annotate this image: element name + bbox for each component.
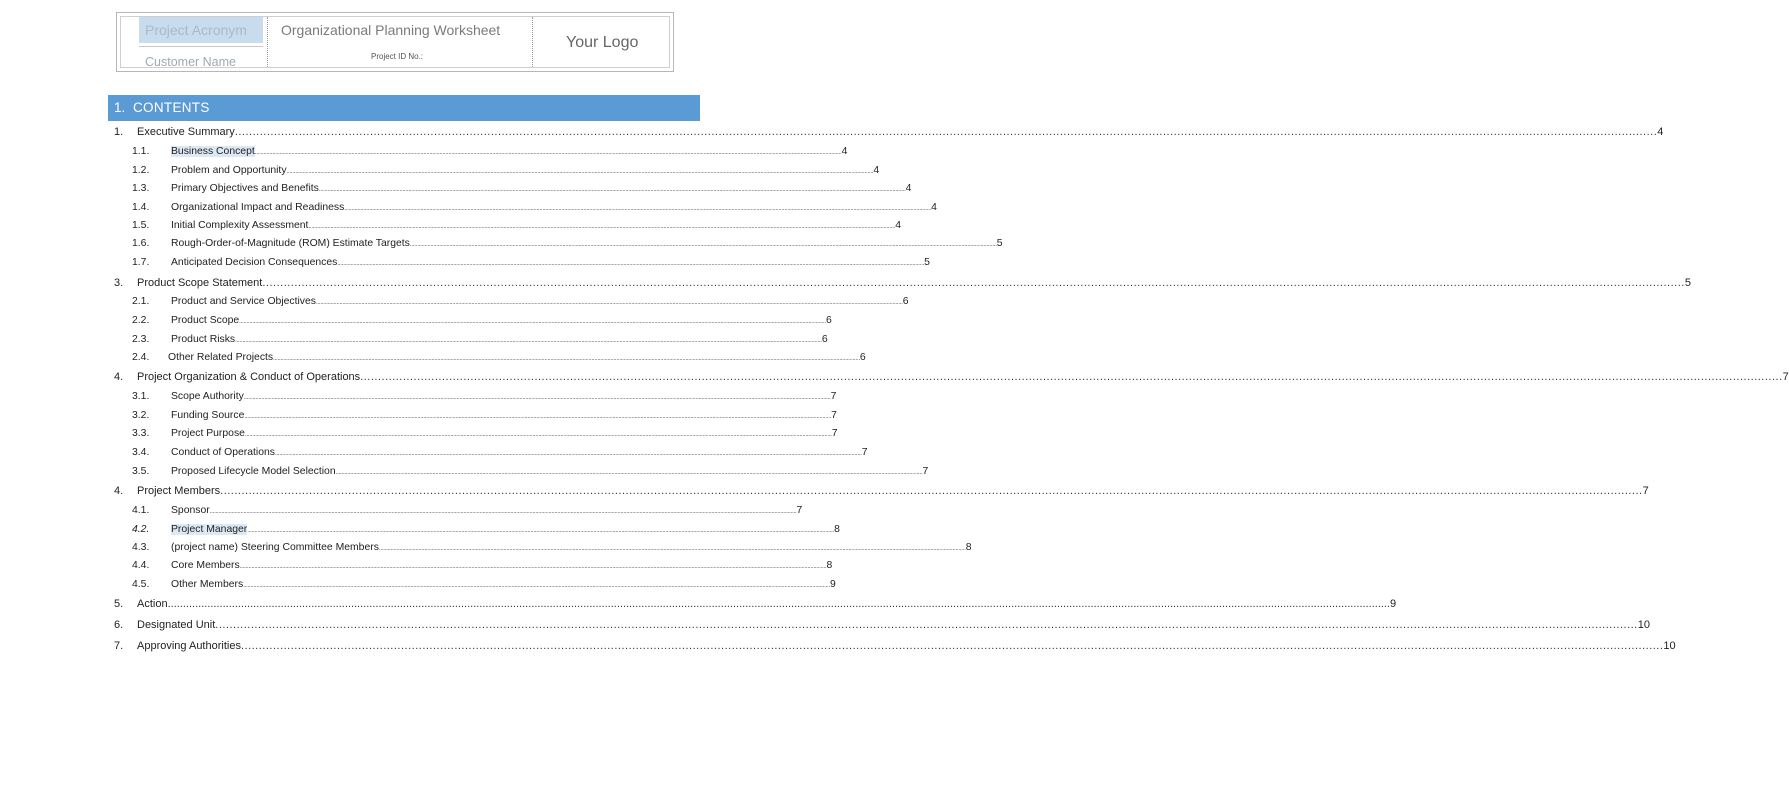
toc-entry[interactable] xyxy=(0,447,868,463)
toc-dot-leader: ................................................................................................................................................................................................................................................................................................................................................................................................................ xyxy=(244,432,832,438)
toc-entry-line xyxy=(171,505,803,516)
toc-entry-line xyxy=(171,542,972,553)
toc-entry-title[interactable]: Scope Authority xyxy=(171,391,244,402)
toc-page-number: 5 xyxy=(996,238,1003,249)
worksheet-title: Organizational Planning Worksheet xyxy=(281,22,501,38)
toc-page-number: 7 xyxy=(922,466,929,477)
toc-page-number: 5 xyxy=(1684,277,1691,289)
toc-page-number: 4 xyxy=(931,202,937,213)
toc-page-number: 7 xyxy=(830,391,837,402)
toc-entry-line xyxy=(171,447,868,458)
toc-entry-title[interactable]: Core Members xyxy=(171,560,240,571)
toc-entry-title[interactable]: Other Members xyxy=(171,579,244,590)
toc-entry-number: 1. xyxy=(114,126,124,138)
toc-entry-line xyxy=(171,391,837,402)
toc-entry-title[interactable]: Product Scope Statement xyxy=(137,277,263,289)
toc-page-number: 4 xyxy=(1657,126,1664,138)
toc-entry-title[interactable]: Problem and Opportunity xyxy=(171,165,287,176)
toc-page-number: 6 xyxy=(825,315,832,326)
project-id-label: Project ID No.: xyxy=(371,52,424,61)
toc-entry[interactable] xyxy=(0,334,828,350)
toc-page-number: 4 xyxy=(905,183,912,194)
toc-entry-line xyxy=(137,126,1664,138)
toc-entry-line xyxy=(137,619,1650,631)
toc-entry[interactable] xyxy=(0,485,1649,501)
toc-entry[interactable] xyxy=(0,524,840,540)
toc-entry-number: 4.1. xyxy=(132,505,150,516)
toc-dot-leader: ................................................................................................................................................................................................................................................................................................................................................................................................................ xyxy=(167,598,1391,610)
toc-page-number: 5 xyxy=(924,257,930,268)
header-right-cell xyxy=(532,17,669,67)
header-left-cell xyxy=(121,17,268,67)
toc-entry-number: 1.1. xyxy=(132,146,150,157)
toc-entry-number: 3.3. xyxy=(132,428,150,439)
toc-entry[interactable] xyxy=(0,257,930,273)
toc-entry-title[interactable]: Organizational Impact and Readiness xyxy=(171,202,345,213)
toc-entry-number: 2.1. xyxy=(132,296,150,307)
toc-entry-line xyxy=(171,315,832,326)
toc-page-number: 8 xyxy=(826,560,833,571)
toc-dot-leader: ................................................................................................................................................................................................................................................................................................................................................................................................................ xyxy=(247,528,835,534)
toc-entry-title[interactable]: Rough-Order-of-Magnitude (ROM) Estimate Targets xyxy=(171,238,410,249)
contents-heading-title: CONTENTS xyxy=(133,100,210,115)
toc-entry-title[interactable]: Proposed Lifecycle Model Selection xyxy=(171,466,336,477)
toc-entry-number: 1.7. xyxy=(132,257,150,268)
toc-page-number: 6 xyxy=(902,296,909,307)
toc-page-number: 8 xyxy=(965,542,972,553)
toc-entry[interactable] xyxy=(0,352,866,368)
contents-heading xyxy=(108,95,700,121)
toc-page-number: 9 xyxy=(1390,598,1397,610)
toc-page-number: 4 xyxy=(841,146,848,157)
toc-entry-number: 4.4. xyxy=(132,560,150,571)
toc-entry-number: 1.4. xyxy=(132,202,150,213)
toc-entry-number: 3.2. xyxy=(132,410,150,421)
toc-dot-leader: ................................................................................................................................................................................................................................................................................................................................................................................................................ xyxy=(240,640,1664,652)
toc-dot-leader: ................................................................................................................................................................................................................................................................................................................................................................................................................ xyxy=(318,187,906,193)
toc-entry-number: 7. xyxy=(114,640,124,652)
toc-dot-leader: ................................................................................................................................................................................................................................................................................................................................................................................................................ xyxy=(335,470,923,476)
toc-entry-number: 4.5. xyxy=(132,579,150,590)
toc-dot-leader: ................................................................................................................................................................................................................................................................................................................................................................................................................ xyxy=(243,395,831,401)
toc-entry-line xyxy=(171,410,837,421)
toc-entry-title[interactable]: Executive Summary xyxy=(137,126,235,138)
toc-entry-number: 4.2. xyxy=(132,524,150,535)
toc-page-number: 7 xyxy=(831,410,837,421)
toc-entry-title[interactable]: Action xyxy=(137,598,168,610)
toc-entry-number: 1.3. xyxy=(132,183,150,194)
toc-entry-number: 5. xyxy=(114,598,124,610)
toc-entry-number: 3.4. xyxy=(132,447,150,458)
toc-entry[interactable] xyxy=(0,183,912,199)
toc-dot-leader: ................................................................................................................................................................................................................................................................................................................................................................................................................ xyxy=(378,546,966,552)
toc-entry-number: 1.6. xyxy=(132,238,150,249)
toc-entry-line xyxy=(171,165,880,176)
toc-entry[interactable] xyxy=(0,126,1664,142)
toc-entry-line xyxy=(171,202,937,213)
toc-dot-leader: ................................................................................................................................................................................................................................................................................................................................................................................................................ xyxy=(209,509,797,515)
toc-page-number: 6 xyxy=(859,352,866,363)
toc-dot-leader: ................................................................................................................................................................................................................................................................................................................................................................................................................ xyxy=(308,224,896,230)
toc-entry-number: 3. xyxy=(114,277,124,289)
toc-entry-line xyxy=(171,334,828,345)
toc-entry-line xyxy=(171,220,902,231)
toc-entry-title[interactable]: Conduct of Operations xyxy=(171,447,275,458)
toc-entry[interactable] xyxy=(0,560,833,576)
toc-page-number: 9 xyxy=(830,579,836,590)
toc-entry-number: 2.4. xyxy=(132,352,150,363)
toc-page-number: 7 xyxy=(796,505,803,516)
toc-page-number: 7 xyxy=(1782,371,1789,383)
toc-entry[interactable] xyxy=(0,371,1789,387)
toc-dot-leader: ................................................................................................................................................................................................................................................................................................................................................................................................................ xyxy=(344,206,932,212)
toc-dot-leader: ................................................................................................................................................................................................................................................................................................................................................................................................................ xyxy=(273,356,860,362)
toc-entry-line xyxy=(171,146,848,157)
toc-dot-leader: ................................................................................................................................................................................................................................................................................................................................................................................................................ xyxy=(244,414,832,420)
toc-entry-number: 4.3. xyxy=(132,542,150,553)
toc-entry-line xyxy=(171,466,929,477)
toc-dot-leader: ................................................................................................................................................................................................................................................................................................................................................................................................................ xyxy=(337,261,925,267)
project-acronym-field[interactable]: Project Acronym xyxy=(139,17,263,43)
toc-dot-leader: ................................................................................................................................................................................................................................................................................................................................................................................................................ xyxy=(243,583,830,589)
toc-entry[interactable] xyxy=(0,598,1397,614)
toc-page-number: 10 xyxy=(1637,619,1650,631)
toc-page-number: 6 xyxy=(821,334,828,345)
header-middle-cell xyxy=(267,17,533,67)
acronym-underline xyxy=(139,46,263,47)
document-header xyxy=(116,12,674,72)
toc-page-number: 7 xyxy=(861,447,868,458)
toc-entry-number: 3.1. xyxy=(132,391,150,402)
toc-entry-line xyxy=(171,524,840,535)
toc-entry-title[interactable]: Initial Complexity Assessment xyxy=(171,220,309,231)
toc-entry-number: 6. xyxy=(114,619,124,631)
toc-entry-line xyxy=(137,371,1789,383)
toc-page-number: 7 xyxy=(831,428,838,439)
toc-entry[interactable] xyxy=(0,466,929,482)
toc-entry-title[interactable]: (project name) Steering Committee Members xyxy=(171,542,379,553)
toc-entry-title[interactable]: Project Organization & Conduct of Operations xyxy=(137,371,361,383)
toc-entry-number: 2.2. xyxy=(132,315,150,326)
toc-entry[interactable] xyxy=(0,277,1691,293)
toc-entry-title[interactable]: Other Related Projects xyxy=(168,352,274,363)
toc-entry-number: 4. xyxy=(114,371,124,383)
toc-dot-leader: ................................................................................................................................................................................................................................................................................................................................................................................................................ xyxy=(220,485,1643,497)
toc-entry[interactable] xyxy=(0,220,902,236)
toc-entry-title[interactable]: Sponsor xyxy=(171,505,210,516)
toc-entry-number: 4. xyxy=(114,485,124,497)
toc-dot-leader: ................................................................................................................................................................................................................................................................................................................................................................................................................ xyxy=(262,277,1685,289)
toc-entry-line xyxy=(171,257,930,268)
contents-heading-number: 1. xyxy=(114,100,126,115)
toc-entry[interactable] xyxy=(0,391,837,407)
toc-entry-line xyxy=(171,428,838,439)
toc-dot-leader: ................................................................................................................................................................................................................................................................................................................................................................................................................ xyxy=(239,564,827,570)
toc-entry-line xyxy=(137,640,1676,652)
toc-dot-leader: ................................................................................................................................................................................................................................................................................................................................................................................................................ xyxy=(360,371,1783,383)
toc-page-number: 8 xyxy=(834,524,840,535)
toc-page-number: 4 xyxy=(895,220,902,231)
toc-entry-line xyxy=(171,238,1003,249)
toc-entry-line xyxy=(171,579,836,590)
header-frame xyxy=(120,16,670,68)
toc-entry-line xyxy=(171,296,909,307)
toc-entry-title[interactable]: Designated Unit xyxy=(137,619,216,631)
toc-entry-title[interactable]: Anticipated Decision Consequences xyxy=(171,257,338,268)
toc-page-number: 4 xyxy=(873,165,880,176)
toc-entry[interactable] xyxy=(0,505,803,521)
toc-entry[interactable] xyxy=(0,640,1676,656)
toc-entry-line xyxy=(171,560,833,571)
toc-entry-title[interactable]: Product and Service Objectives xyxy=(171,296,316,307)
toc-entry-number: 1.5. xyxy=(132,220,150,231)
toc-entry[interactable] xyxy=(0,165,880,181)
toc-entry-line xyxy=(137,277,1691,289)
logo-placeholder: Your Logo xyxy=(566,34,639,51)
toc-entry-number: 1.2. xyxy=(132,165,150,176)
toc-entry-title[interactable]: Primary Objectives and Benefits xyxy=(171,183,319,194)
toc-dot-leader: ................................................................................................................................................................................................................................................................................................................................................................................................................ xyxy=(215,619,1638,631)
toc-entry-title[interactable]: Business Concept xyxy=(171,146,255,157)
toc-entry-title[interactable]: Project Members xyxy=(137,485,221,497)
toc-entry[interactable] xyxy=(0,542,972,558)
toc-dot-leader: ................................................................................................................................................................................................................................................................................................................................................................................................................ xyxy=(235,338,822,344)
toc-entry[interactable] xyxy=(0,238,1003,254)
toc-entry[interactable] xyxy=(0,619,1650,635)
toc-entry[interactable] xyxy=(0,579,836,595)
toc-entry[interactable] xyxy=(0,410,837,426)
toc-entry[interactable] xyxy=(0,202,937,218)
toc-dot-leader: ................................................................................................................................................................................................................................................................................................................................................................................................................ xyxy=(315,300,903,306)
toc-entry-line xyxy=(137,485,1649,497)
toc-entry-line xyxy=(168,352,866,363)
toc-entry-number: 2.3. xyxy=(132,334,150,345)
toc-entry[interactable] xyxy=(0,315,832,331)
customer-name-field[interactable]: Customer Name xyxy=(145,55,236,69)
toc-dot-leader: ................................................................................................................................................................................................................................................................................................................................................................................................................ xyxy=(409,242,997,248)
toc-entry-title[interactable]: Approving Authorities xyxy=(137,640,241,652)
toc-dot-leader: ................................................................................................................................................................................................................................................................................................................................................................................................................ xyxy=(254,150,842,156)
toc-entry-line xyxy=(137,598,1397,610)
toc-entry-title[interactable]: Product Scope xyxy=(171,315,240,326)
toc-page-number: 10 xyxy=(1663,640,1676,652)
toc-dot-leader: ................................................................................................................................................................................................................................................................................................................................................................................................................ xyxy=(274,451,862,457)
toc-dot-leader: ................................................................................................................................................................................................................................................................................................................................................................................................................ xyxy=(239,319,826,325)
toc-entry[interactable] xyxy=(0,296,909,312)
toc-entry-title[interactable]: Project Purpose xyxy=(171,428,245,439)
toc-entry-number: 3.5. xyxy=(132,466,150,477)
toc-page-number: 7 xyxy=(1642,485,1649,497)
toc-dot-leader: ................................................................................................................................................................................................................................................................................................................................................................................................................ xyxy=(286,169,874,175)
toc-entry-title[interactable]: Project Manager xyxy=(171,524,248,535)
toc-entry-line xyxy=(171,183,912,194)
toc-dot-leader: ................................................................................................................................................................................................................................................................................................................................................................................................................ xyxy=(234,126,1658,138)
toc-entry-title[interactable]: Product Risks xyxy=(171,334,236,345)
toc-entry-title[interactable]: Funding Source xyxy=(171,410,245,421)
toc-entry[interactable] xyxy=(0,146,848,162)
toc-entry[interactable] xyxy=(0,428,838,444)
